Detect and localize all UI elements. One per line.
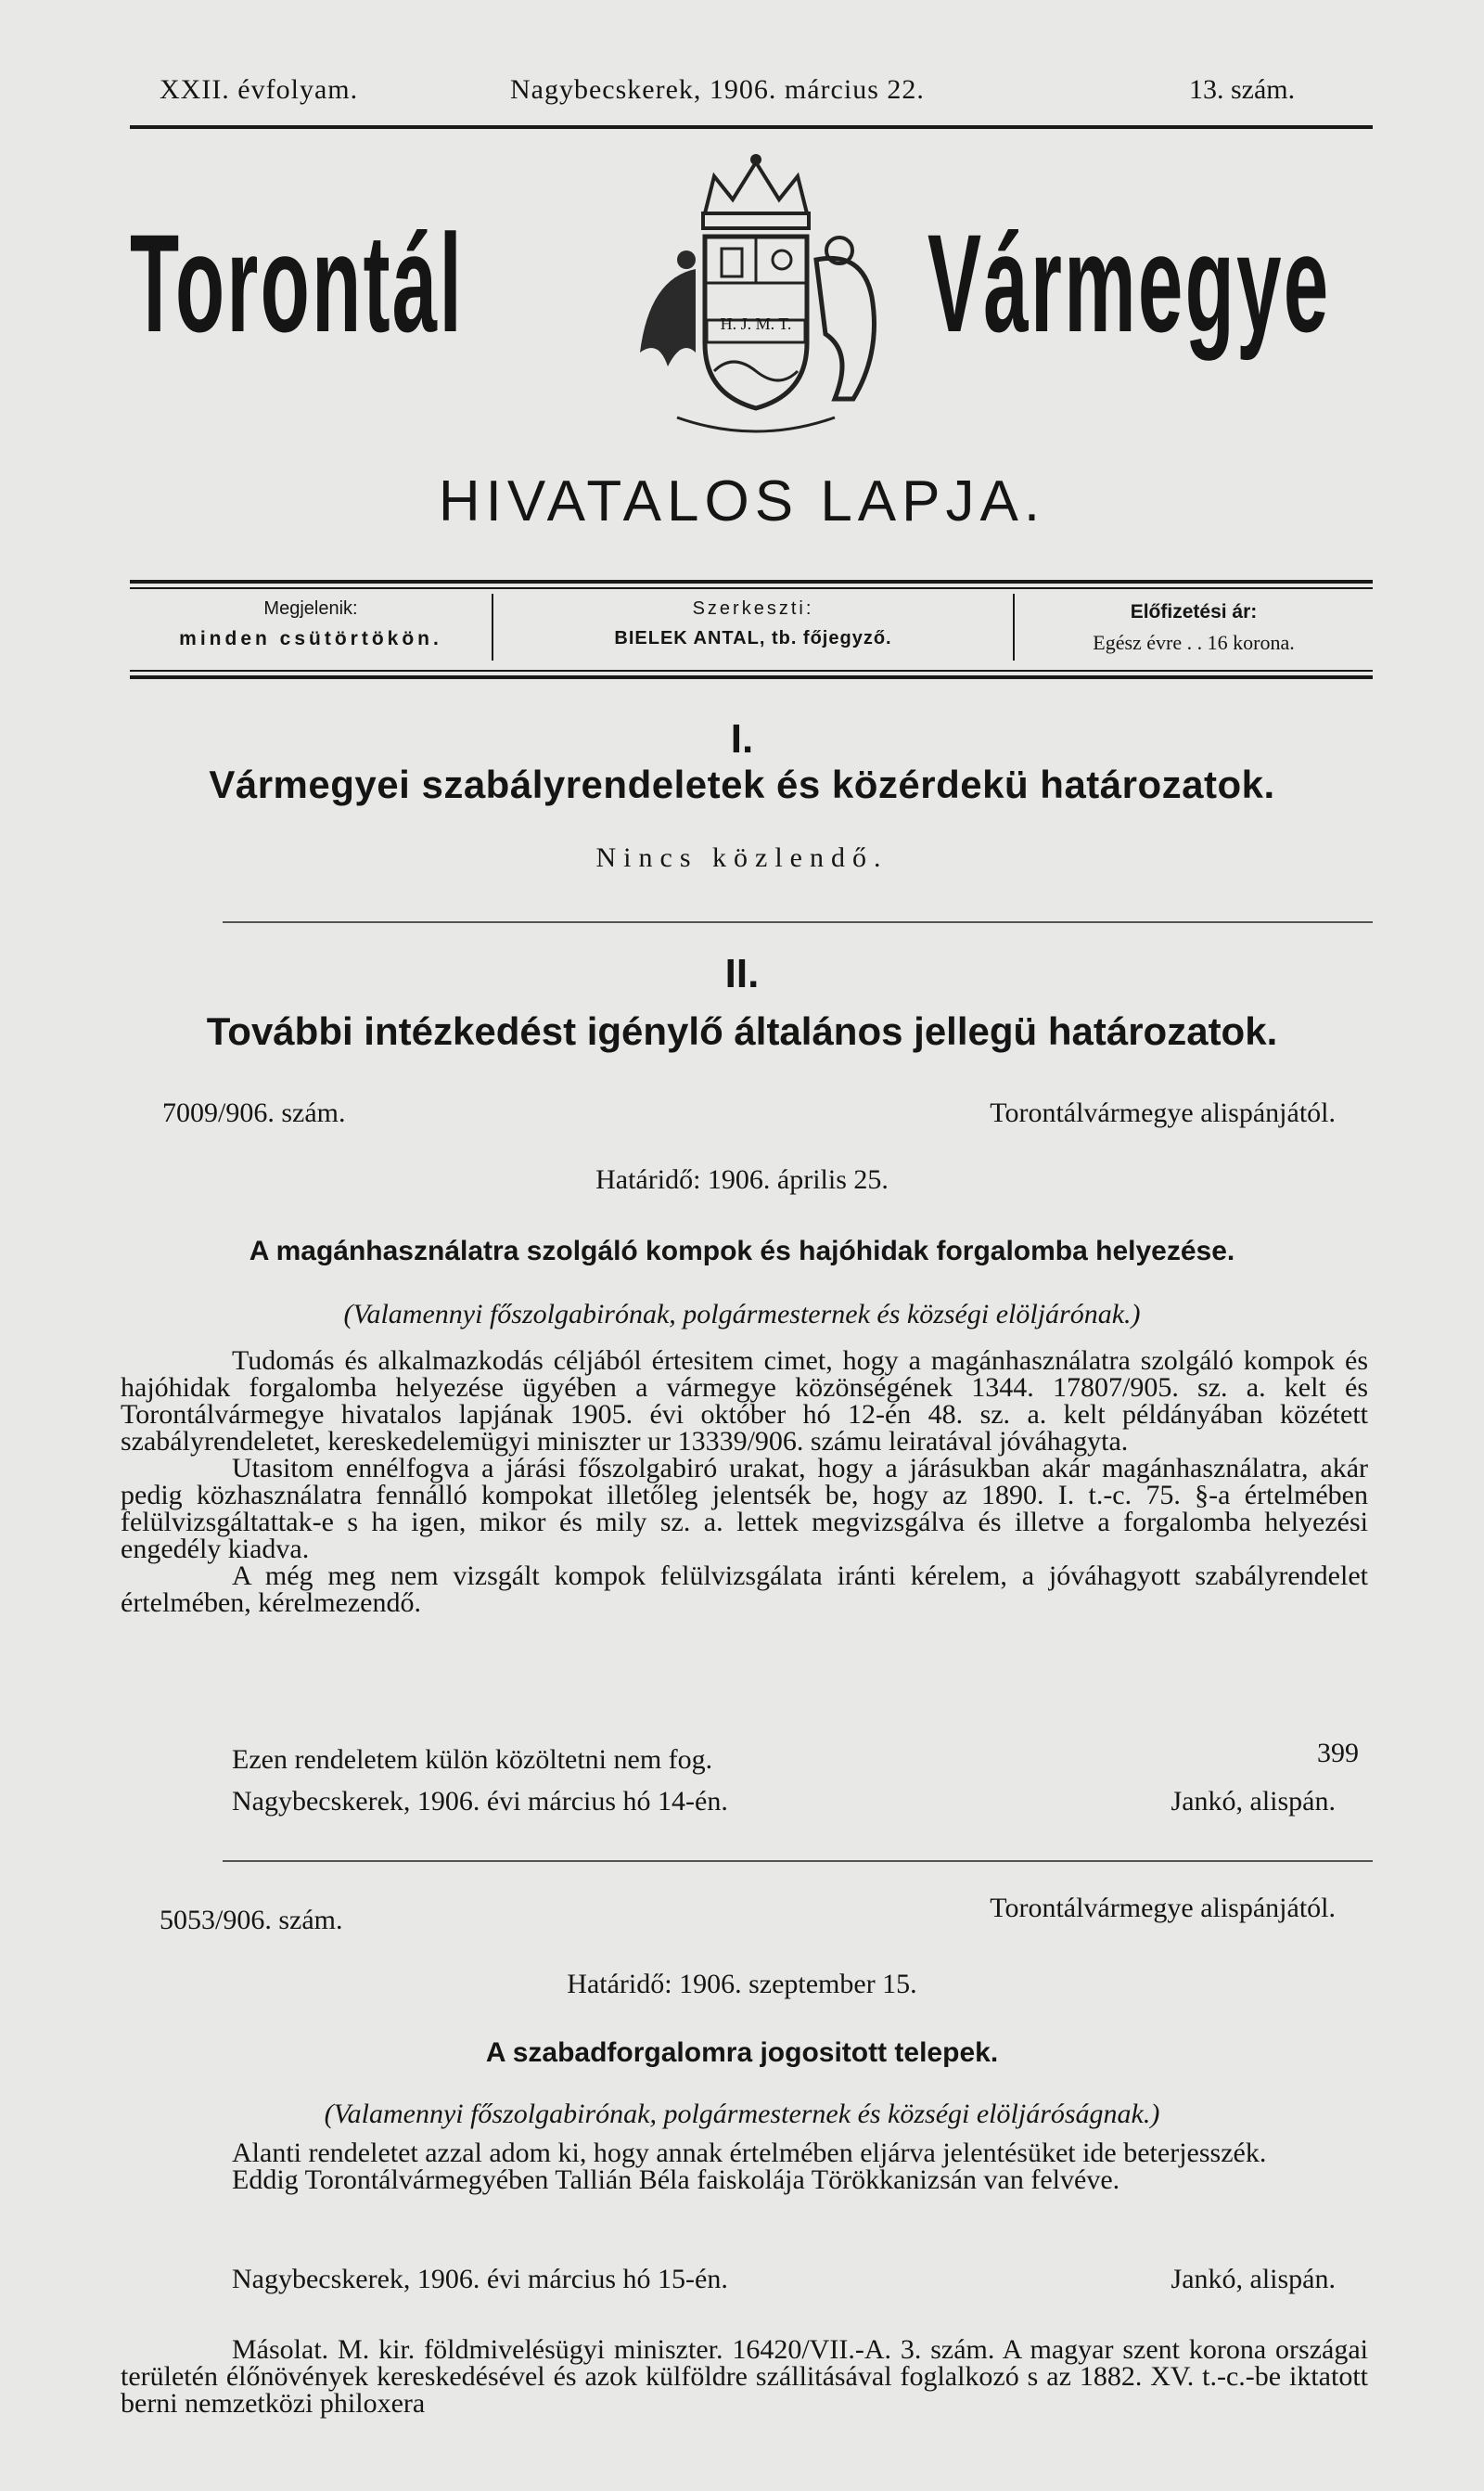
section-1-rule: [223, 921, 1373, 923]
volume-label: XXII. évfolyam.: [160, 74, 359, 105]
article-1-last-line: Ezen rendeletem külön közöltetni nem fog.: [232, 1744, 713, 1775]
article-1-paragraph: A még meg nem vizsgált kompok felülvizsgálata iránti kérelem, a jóváhagyott szabályrendelet értelmében, kérelmezendő.: [121, 1560, 1368, 1618]
issue-number: 13. szám.: [1189, 74, 1296, 105]
section-2-numeral: II.: [724, 951, 760, 996]
editor-value: BIELEK ANTAL, tb. főjegyző.: [614, 628, 892, 648]
article-1-deadline: Határidő: 1906. április 25.: [595, 1164, 889, 1195]
article-1-paragraph: Tudomás és alkalmazkodás céljából értesitem cimet, hogy a magánhasználatra szolgáló kompok és hajóhidak forgalomba helyezése ügyében a vármegye közönségének 1344. 17807/905. sz. a. kelt és Torontálvármegye hivatalos lapjának 1905. évi október hó 12-én 48. sz. a. kelt példányában közétett szabályrendeletet, kereskedelemügyi miniszter ur 13339/906. számu leiratával jóváhagyta.: [121, 1345, 1368, 1457]
coat-of-arms-emblem: [603, 139, 909, 445]
section-1-numeral: I.: [730, 716, 754, 762]
article-2-title: A szabadforgalomra jogositott telepek.: [485, 2037, 999, 2068]
title-right: Vármegye: [928, 205, 1331, 361]
article-2-addressees: (Valamennyi főszolgabirónak, polgármesternek és községi elöljáróságnak.): [324, 2099, 1160, 2129]
subtitle: HIVATALOS LAPJA.: [438, 469, 1046, 533]
appears-label: Megjelenik:: [263, 598, 358, 619]
place-date: Nagybecskerek, 1906. március 22.: [510, 74, 925, 105]
article-1-title: A magánhasználatra szolgáló kompok és hajóhidak forgalomba helyezése.: [249, 1236, 1235, 1266]
article-2-deadline: Határidő: 1906. szeptember 15.: [567, 1969, 917, 1999]
section-1-heading: Vármegyei szabályrendeletek és közérdekü határozatok.: [209, 763, 1275, 806]
appears-value: minden csütörtökön.: [179, 628, 442, 649]
article-2-paragraph: Alanti rendeletet azzal adom ki, hogy annak értelmében eljárva jelentésüket ide beterjesszék.: [232, 2138, 1267, 2168]
article-2-body: [121, 2139, 1368, 2193]
info-rule-bottom: [130, 675, 1373, 679]
section-1-note: Nincs közlendő.: [595, 842, 889, 873]
section-2-heading: További intézkedést igénylő általános jellegü határozatok.: [206, 1009, 1278, 1053]
page-number: 399: [1317, 1738, 1359, 1768]
article-2-source: Torontálvármegye alispánjától.: [990, 1893, 1336, 1923]
article-2-sign-place: Nagybecskerek, 1906. évi március hó 15-én.: [232, 2264, 728, 2294]
article-3-paragraph: Másolat. M. kir. földmivelésügyi miniszter. 16420/VII.-A. 3. szám. A magyar szent korona országai területén élőnövények kereskedésével és azok külföldre szállitásával foglalkozó s az 1882. XV. t.-c.-be iktatott berni nemzetközi philoxera: [121, 2334, 1368, 2419]
article-2-signature: Jankó, alispán.: [1171, 2264, 1336, 2294]
price-value: Egész évre . . 16 korona.: [1093, 631, 1295, 654]
article-1-body: [121, 1347, 1368, 1616]
article-1-sign-place: Nagybecskerek, 1906. évi március hó 14-én.: [232, 1786, 728, 1817]
article-1-signature: Jankó, alispán.: [1171, 1786, 1336, 1817]
info-rule-top-thin: [130, 587, 1373, 589]
crest-text: H. J. M. T.: [720, 315, 792, 333]
price-label: Előfizetési ár:: [1130, 601, 1258, 623]
article-1-source: Torontálvármegye alispánjától.: [990, 1098, 1336, 1128]
info-rule-bottom-thin: [130, 670, 1373, 672]
info-rule-top: [130, 580, 1373, 584]
article-1-number: 7009/906. szám.: [162, 1098, 346, 1128]
article-2-number: 5053/906. szám.: [160, 1905, 343, 1935]
top-rule: [130, 125, 1373, 129]
article-3-body: [121, 2336, 1368, 2417]
title-left: Torontál: [130, 205, 465, 361]
article-1-rule: [223, 1860, 1373, 1862]
article-1-addressees: (Valamennyi főszolgabirónak, polgármesternek és községi elöljárónak.): [343, 1299, 1141, 1329]
article-2-paragraph: Eddig Torontálvármegyében Tallián Béla faiskolája Törökkanizsán van felvéve.: [232, 2164, 1120, 2195]
article-1-paragraph: Utasitom ennélfogva a járási főszolgabiró urakat, hogy a járásukban akár magánhasználatra, akár pedig közhasználatra fennálló kompokat illetőleg jelentsék be, hogy az 1890. I. t.-c. 75. §-a értelmében felülvizsgáltattak-e s ha igen, mikor és mily sz. a. lettek megvizsgálva és illetve a forgalomba helyezési engedély kiadva.: [121, 1453, 1368, 1564]
editor-label: Szerkeszti:: [692, 598, 814, 619]
